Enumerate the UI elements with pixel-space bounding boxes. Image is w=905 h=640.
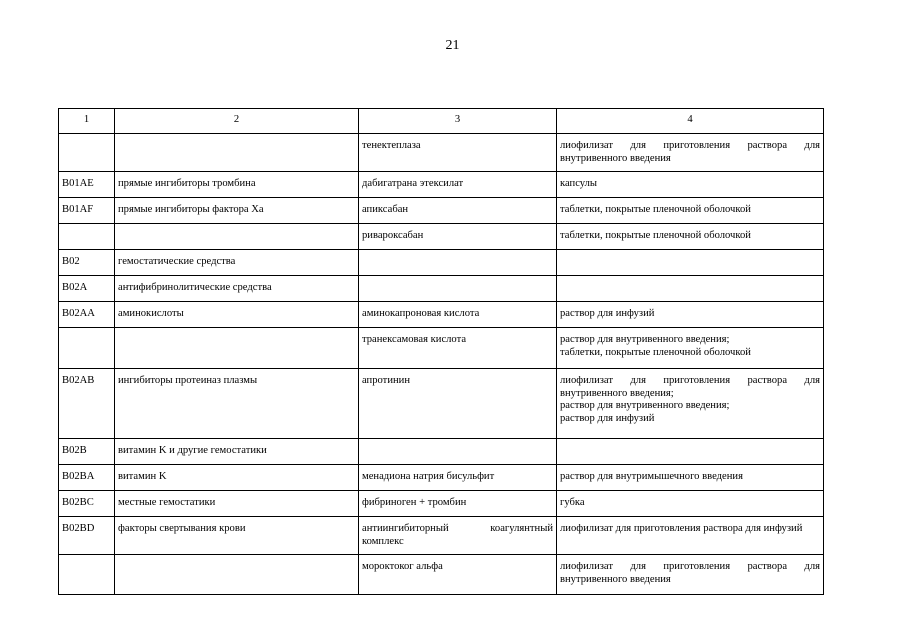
- atc-code-cell: [59, 555, 115, 595]
- header-cell-1: 1: [59, 109, 115, 134]
- atc-code-cell: B02AA: [59, 302, 115, 328]
- dosage-form-line: таблетки, покрытые пленочной оболочкой: [560, 230, 751, 241]
- group-name-cell: местные гемостатики: [115, 491, 359, 517]
- dosage-form-line: раствор для внутривенного введения;: [560, 400, 730, 411]
- table-row: [59, 369, 824, 439]
- atc-code-cell: B02: [59, 250, 115, 276]
- dosage-form-line: лиофилизат для приготовления раствора для внутривенного введения;: [560, 375, 820, 399]
- drug-table: [58, 108, 824, 595]
- table-header-row: [59, 109, 824, 134]
- dosage-form-line: раствор для инфузий: [560, 412, 655, 424]
- group-name-cell: витамин K: [115, 465, 359, 491]
- drug-name-cell: тенектеплаза: [359, 134, 557, 172]
- atc-code-cell: [59, 328, 115, 369]
- dosage-form-cell: [557, 224, 824, 250]
- header-cell-2: 2: [115, 109, 359, 134]
- dosage-form-line: раствор для внутривенного введения;: [560, 334, 730, 345]
- atc-code-cell: B02A: [59, 276, 115, 302]
- atc-code-cell: B01AF: [59, 198, 115, 224]
- atc-code-cell: B02AB: [59, 369, 115, 439]
- header-cell-4: 4: [557, 109, 824, 134]
- group-name-cell: [115, 224, 359, 250]
- table-row: [59, 134, 824, 172]
- drug-name-cell: ривароксабан: [359, 224, 557, 250]
- dosage-form-cell: [557, 250, 824, 276]
- dosage-form-line: таблетки, покрытые пленочной оболочкой: [560, 204, 751, 215]
- drug-name-cell: мороктоког альфа: [359, 555, 557, 595]
- group-name-cell: [115, 328, 359, 369]
- dosage-form-cell: [557, 491, 824, 517]
- dosage-form-line: раствор для внутримышечного введения: [560, 471, 743, 482]
- group-name-cell: прямые ингибиторы тромбина: [115, 172, 359, 198]
- drug-name-cell: фибриноген + тромбин: [359, 491, 557, 517]
- dosage-form-cell: [557, 328, 824, 369]
- dosage-form-cell: [557, 439, 824, 465]
- dosage-form-line: лиофилизат для приготовления раствора для инфузий: [560, 523, 803, 534]
- dosage-form-cell: [557, 302, 824, 328]
- dosage-form-cell: [557, 276, 824, 302]
- table-row: [59, 555, 824, 595]
- group-name-cell: гемостатические средства: [115, 250, 359, 276]
- table-row: [59, 439, 824, 465]
- dosage-form-line: таблетки, покрытые пленочной оболочкой: [560, 346, 751, 358]
- table-row: [59, 276, 824, 302]
- table-row: [59, 465, 824, 491]
- drug-name-cell: апиксабан: [359, 198, 557, 224]
- drug-name-cell: [359, 276, 557, 302]
- table-row: [59, 224, 824, 250]
- table-row: [59, 491, 824, 517]
- group-name-cell: факторы свертывания крови: [115, 517, 359, 555]
- drug-name-cell: транексамовая кислота: [359, 328, 557, 369]
- atc-code-cell: B02B: [59, 439, 115, 465]
- header-cell-3: 3: [359, 109, 557, 134]
- group-name-cell: ингибиторы протеиназ плазмы: [115, 369, 359, 439]
- dosage-form-line: лиофилизат для приготовления раствора для внутривенного введения: [560, 561, 820, 585]
- dosage-form-cell: [557, 465, 824, 491]
- drug-name-cell: дабигатрана этексилат: [359, 172, 557, 198]
- group-name-cell: [115, 555, 359, 595]
- drug-name-cell: аминокапроновая кислота: [359, 302, 557, 328]
- dosage-form-cell: [557, 172, 824, 198]
- atc-code-cell: B02BD: [59, 517, 115, 555]
- table-row: [59, 302, 824, 328]
- dosage-form-cell: [557, 198, 824, 224]
- drug-name-cell: [359, 439, 557, 465]
- group-name-cell: аминокислоты: [115, 302, 359, 328]
- dosage-form-line: раствор для инфузий: [560, 308, 655, 319]
- group-name-cell: прямые ингибиторы фактора Xa: [115, 198, 359, 224]
- dosage-form-cell: [557, 134, 824, 172]
- table-row: [59, 198, 824, 224]
- atc-code-cell: B02BA: [59, 465, 115, 491]
- atc-code-cell: B01AE: [59, 172, 115, 198]
- group-name-cell: антифибринолитические средства: [115, 276, 359, 302]
- page-number: 21: [445, 38, 460, 53]
- dosage-form-line: губка: [560, 497, 585, 508]
- dosage-form-line: лиофилизат для приготовления раствора для внутривенного введения: [560, 140, 820, 164]
- atc-code-cell: [59, 134, 115, 172]
- drug-name-cell: апротинин: [359, 369, 557, 439]
- dosage-form-line: капсулы: [560, 178, 598, 189]
- dosage-form-cell: [557, 369, 824, 439]
- atc-code-cell: [59, 224, 115, 250]
- table-row: [59, 172, 824, 198]
- dosage-form-cell: [557, 555, 824, 595]
- drug-name-cell: антиингибиторный коагулянтный комплекс: [359, 517, 557, 555]
- drug-name-cell: менадиона натрия бисульфит: [359, 465, 557, 491]
- table-row: [59, 328, 824, 369]
- group-name-cell: витамин K и другие гемостатики: [115, 439, 359, 465]
- dosage-form-cell: [557, 517, 824, 555]
- table-row: [59, 250, 824, 276]
- group-name-cell: [115, 134, 359, 172]
- atc-code-cell: B02BC: [59, 491, 115, 517]
- table-row: [59, 517, 824, 555]
- drug-name-cell: [359, 250, 557, 276]
